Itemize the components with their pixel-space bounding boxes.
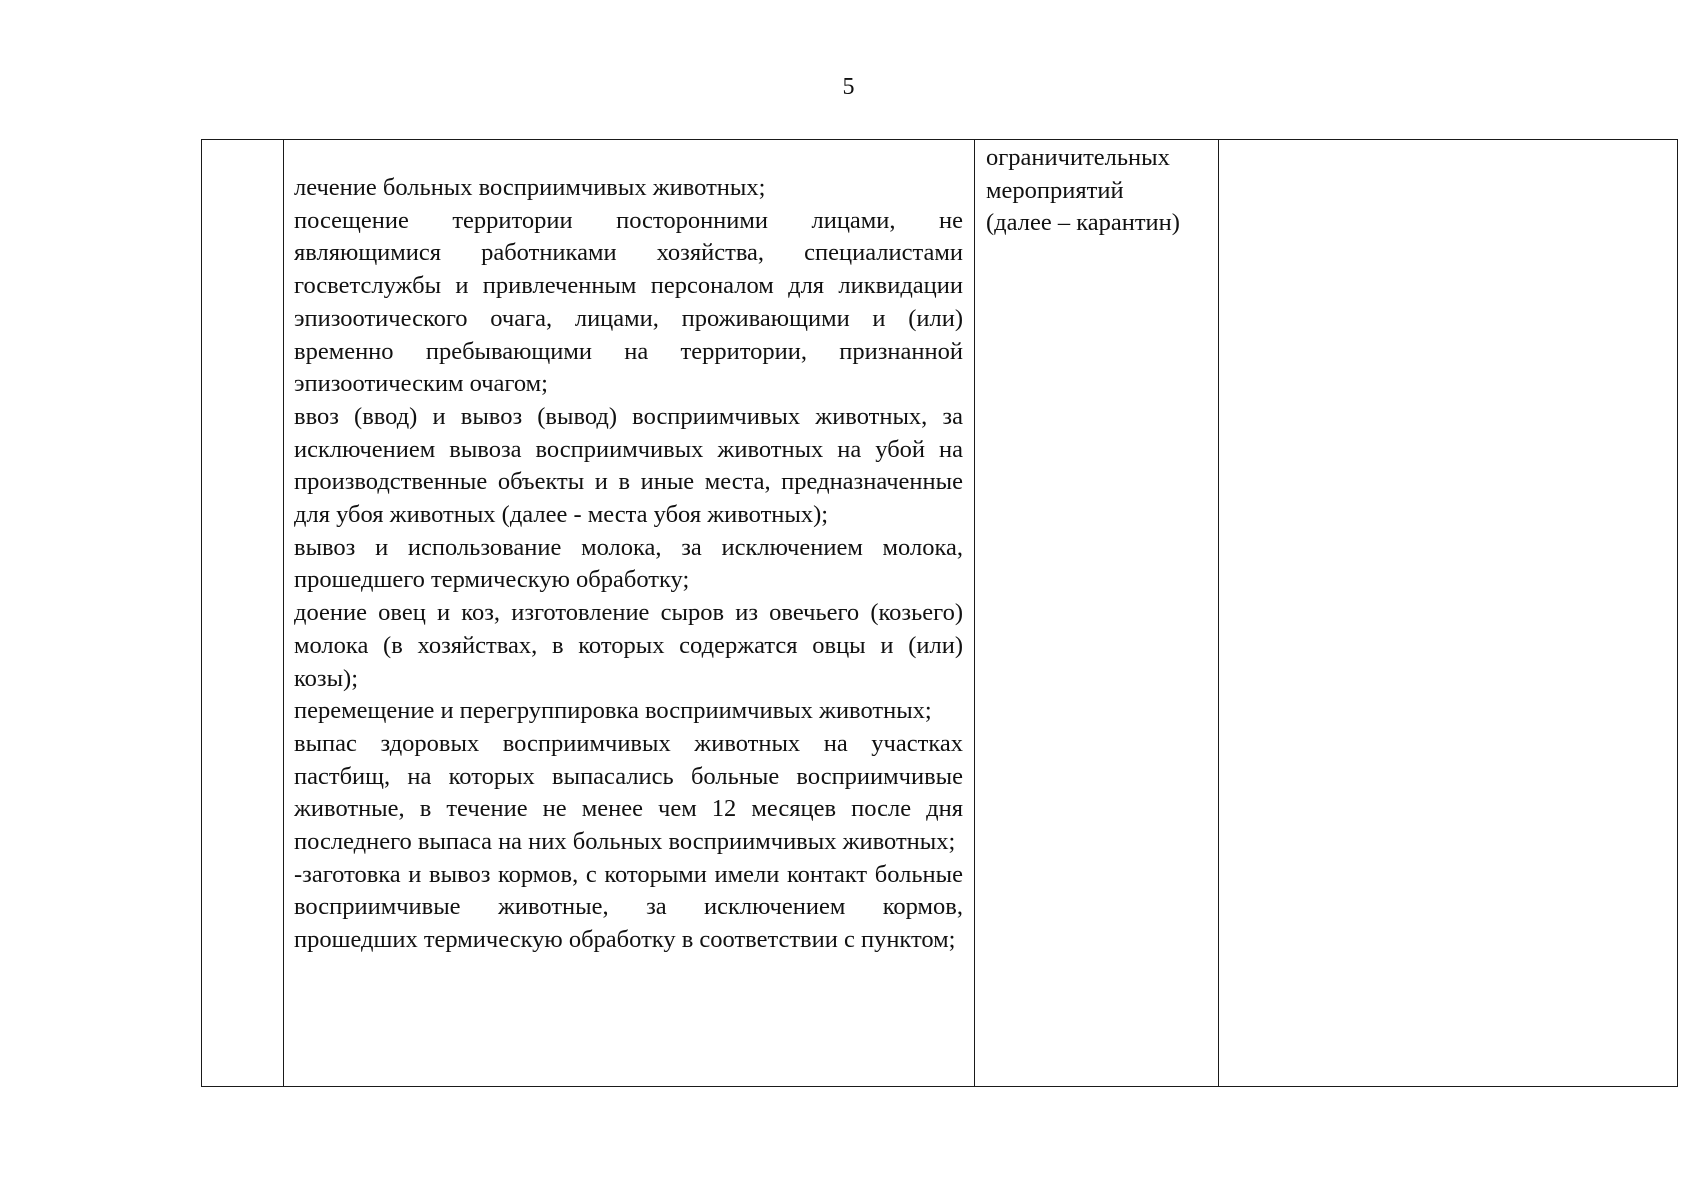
term-text xyxy=(975,140,1218,240)
restrictions-table xyxy=(201,139,1678,1087)
measure-item: посещение территории посторонними лицами, не являющимися работниками хозяйства, специалистами госветслужбы и привлеченным персоналом для ликвидации эпизоотического очага, лицами, проживающими и (или) временно пребывающими на территории, признанной эпизоотическим очагом; xyxy=(294,206,963,398)
measure-item: выпас здоровых восприимчивых животных на участках пастбищ, на которых выпасались больные восприимчивые животные, в течение не менее чем 12 месяцев после дня последнего выпаса на них больных восприимчивых животных; xyxy=(294,729,963,856)
measure-item: -заготовка и вывоз кормов, с которыми имели контакт больные восприимчивые животные, за исключением кормов, прошедших термическую обработку в соответствии с пунктом; xyxy=(294,860,963,954)
row-number-cell xyxy=(202,140,284,1087)
page-number: 5 xyxy=(842,74,855,100)
measure-item: ввоз (ввод) и вывоз (вывод) восприимчивых животных, за исключением вывоза восприимчивых животных на убой на производственные объекты и в иные места, предназначенные для убоя животных (далее - места убоя животных); xyxy=(294,402,963,529)
measure-item: перемещение и перегруппировка восприимчивых животных; xyxy=(294,697,932,725)
measure-item: лечение больных восприимчивых животных; xyxy=(294,174,766,201)
term-line: ограничительных xyxy=(986,144,1170,171)
measure-item: вывоз и использование молока, за исключением молока, прошедшего термическую обработку; xyxy=(294,533,963,594)
measure-item: доение овец и коз, изготовление сыров из овечьего (козьего) молока (в хозяйствах, в которых содержатся овцы и (или) козы); xyxy=(294,599,963,692)
term-cell xyxy=(975,140,1219,1087)
measures-cell xyxy=(284,140,975,1087)
term-line: мероприятий xyxy=(986,176,1124,204)
term-line: (далее – карантин) xyxy=(986,209,1180,237)
table-row xyxy=(202,140,1678,1087)
measures-list xyxy=(284,140,974,957)
empty-cell xyxy=(1219,140,1678,1087)
